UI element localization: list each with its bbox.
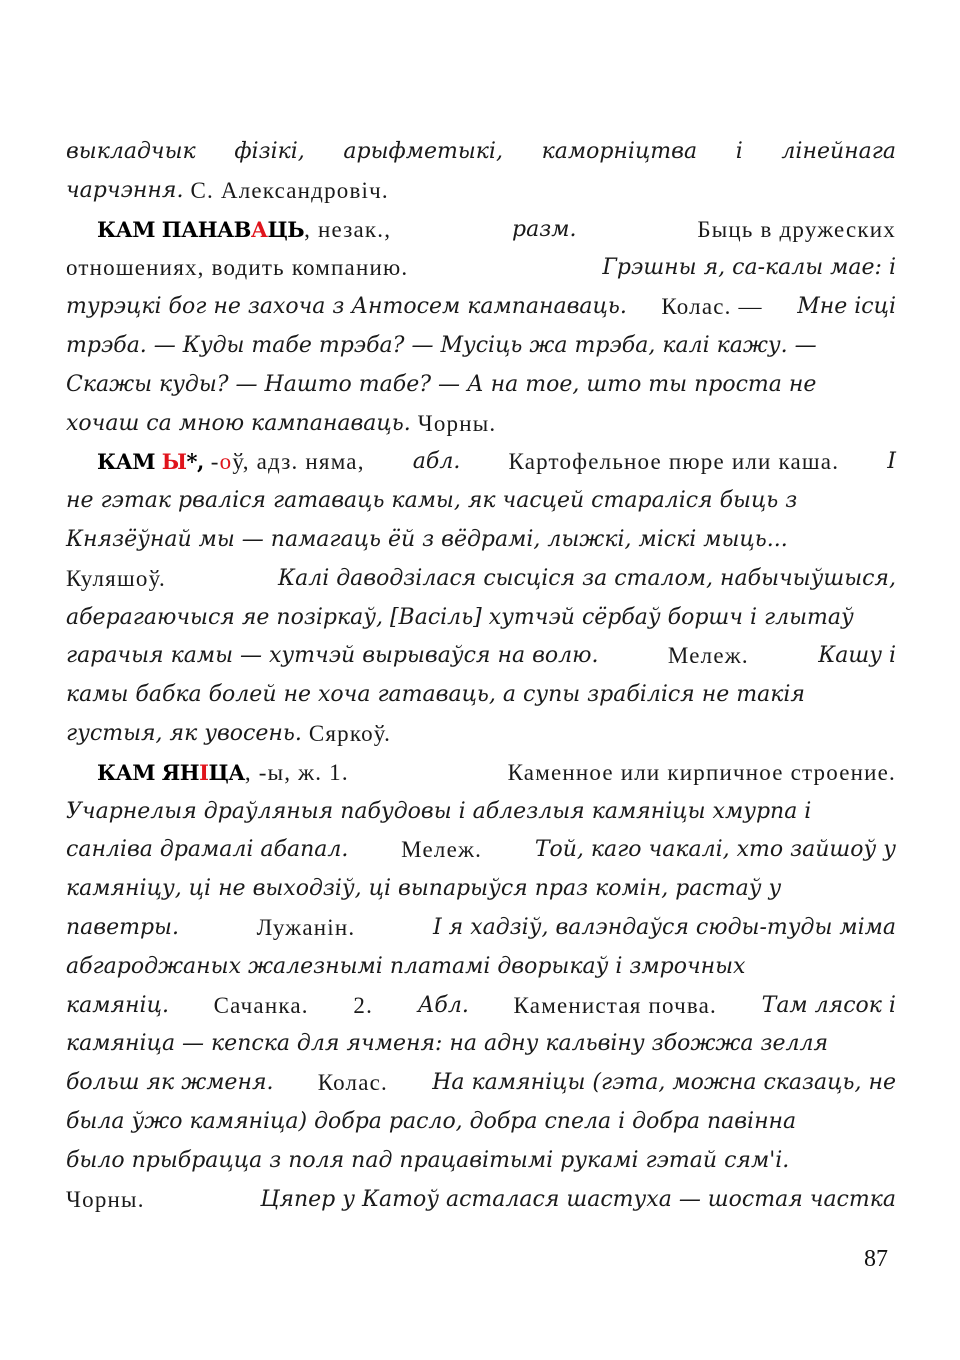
quote-text: хочаш са мною кампанаваць. [66, 410, 411, 436]
headword-text: КАМ [97, 449, 162, 475]
text-line [66, 599, 896, 638]
source-author: Колас. — [661, 294, 763, 320]
quote-text: было прыбрацца з поля пад працавітымі рукамі гэтай сям'і. [66, 1147, 790, 1173]
usage-label: Абл. [417, 992, 469, 1018]
text-line [66, 133, 896, 172]
stress-mark: І [199, 759, 209, 785]
text-line [66, 831, 896, 870]
quote-text: Грэшны я, са-калы мае: і [602, 255, 896, 281]
grammar-label: - [203, 449, 220, 475]
quote-text: трэба. — Куды табе трэба? — Мусіць жа трэба, калі кажу. — [66, 332, 817, 358]
text-line [66, 1142, 896, 1181]
quote-word: арыфметыкі, [343, 139, 503, 164]
quote-word: фізікі, [234, 139, 305, 164]
entry-kamy-line-1 [66, 443, 896, 482]
text-line [66, 987, 896, 1026]
headword-text: КАМ ЯН [97, 759, 200, 785]
text-line [66, 288, 896, 327]
quote-text: абгароджаных жалезнымі платамі дворыкаў і змрочных [66, 953, 746, 979]
headword-text: ЦЬ [267, 216, 305, 242]
source-author: Мележ. [401, 837, 483, 863]
quote-text: камяніцу, ці не выходзіў, ці выпарыўся праз комін, растаў у [66, 876, 782, 902]
usage-label: абл. [412, 449, 461, 475]
text-line [66, 521, 896, 560]
quote-text: Там лясок і [761, 992, 896, 1018]
quote-word: выкладчык [66, 139, 196, 164]
text-line [66, 676, 896, 715]
quote-text: Калі даводзілася сысціся за сталом, набычыўшыся, [278, 565, 896, 591]
usage-label: разм. [512, 216, 577, 242]
grammar-label: , незак., [304, 216, 392, 242]
source-author: Колас. [317, 1070, 388, 1096]
quote-word: каморніцтва [541, 139, 698, 164]
quote-text: І я хадзіў, валэндаўся сюды-туды міма [432, 914, 896, 940]
grammar-label: , -ы, ж. 1. [244, 759, 349, 785]
text-line [66, 870, 896, 909]
page-number: 87 [864, 1246, 888, 1272]
headword-text: ЦА [208, 759, 245, 785]
text-line [66, 1103, 896, 1142]
headword [97, 754, 349, 793]
definition: Картофельное пюре или каша. [508, 449, 840, 475]
source-author: Сяркоў. [308, 720, 392, 746]
text-line [66, 366, 896, 405]
entry-kampanavats-line-1 [66, 211, 896, 250]
text-line [66, 1064, 896, 1103]
quote-text: І [887, 449, 896, 475]
headword [97, 211, 391, 250]
text-line [66, 1025, 896, 1064]
stress-mark: А [250, 216, 268, 242]
stress-mark: Ы [161, 449, 187, 475]
text-line [66, 327, 896, 366]
dictionary-page [66, 133, 896, 1219]
quote-text: чарчэння. [66, 177, 184, 203]
sense-number: 2. [353, 992, 374, 1018]
source-author: Сачанка. [213, 992, 309, 1018]
text-line [66, 482, 896, 521]
quote-text: Князёўнай мы — памагаць ёй з вёдрамі, лыжкі, міскі мыць... [66, 526, 788, 552]
stress-mark: о [219, 449, 233, 475]
quote-text: Учарнелыя драўляныя пабудовы і аблезлыя камяніцы хмурпа і [66, 798, 812, 824]
quote-word: і [735, 139, 743, 164]
quote-text: Цяпер у Катоў асталася шастуха — шостая частка [260, 1186, 896, 1212]
quote-text: густыя, як увосень. [66, 720, 302, 746]
quote-text: Той, каго чакалі, хто зайшоў у [534, 837, 896, 863]
quote-text: аберагаючыся яе позіркаў, [Васіль] хутчэй сёрбаў боршч і глытаў [66, 604, 854, 630]
quote-text: турэцкі бог не захоча з Антосем кампанаваць. [66, 294, 627, 320]
quote-text: паветры. [66, 914, 179, 940]
quote-text: Кашу і [818, 643, 896, 669]
source-author: Чорны. [66, 1186, 145, 1212]
text-line [66, 405, 896, 444]
grammar-label: ў, адз. няма, [232, 449, 365, 475]
quote-text: больш як жменя. [66, 1070, 274, 1096]
quote-text: камяніц. [66, 992, 169, 1018]
definition: отношениях, водить компанию. [66, 255, 409, 281]
text-line [66, 249, 896, 288]
text-line [66, 715, 896, 754]
text-line [66, 1181, 896, 1220]
text-line [66, 909, 896, 948]
definition: Каменистая почва. [513, 992, 717, 1018]
quote-text: была ўжо камяніца) добра расло, добра спела і добра павінна [66, 1108, 797, 1134]
quote-text: гарачыя камы — хутчэй вырываўся на волю. [66, 643, 599, 669]
headword-text: КАМ ПАНАВ [97, 216, 251, 242]
quote-text: Скажы куды? — Нашто табе? — А на тое, што ты проста не [66, 371, 817, 397]
entry-kamianitsa-line-1 [66, 754, 896, 793]
source-author: Лужанін. [256, 914, 356, 940]
definition: Каменное или кирпичное строение. [507, 759, 896, 785]
quote-text: На камяніцы (гэта, можна сказаць, не [432, 1070, 896, 1096]
quote-text: камы бабка болей не хоча гатаваць, а супы зрабіліся не такія [66, 682, 805, 708]
source-author: Мележ. [667, 643, 749, 669]
text-line [66, 172, 896, 211]
headword [97, 443, 365, 482]
text-line [66, 637, 896, 676]
quote-text: камяніца — кепска для ячменя: на адну кальвіну збожжа зелля [66, 1031, 829, 1057]
definition: Быць в дружеских [697, 216, 896, 242]
text-line [66, 560, 896, 599]
source-author: Куляшоў. [66, 565, 166, 591]
quote-text: не гэтак рваліся гатаваць камы, як часцей стараліся быць з [66, 488, 798, 514]
text-line [66, 793, 896, 832]
headword-text: *, [186, 449, 204, 475]
quote-text: санліва драмалі абапал. [66, 837, 349, 863]
quote-text: Мне ісці [797, 294, 896, 320]
text-line [66, 948, 896, 987]
source-author: Чорны. [417, 410, 497, 436]
quote-word: лінейнага [781, 139, 896, 164]
source-author: С. Александровіч. [190, 177, 389, 203]
